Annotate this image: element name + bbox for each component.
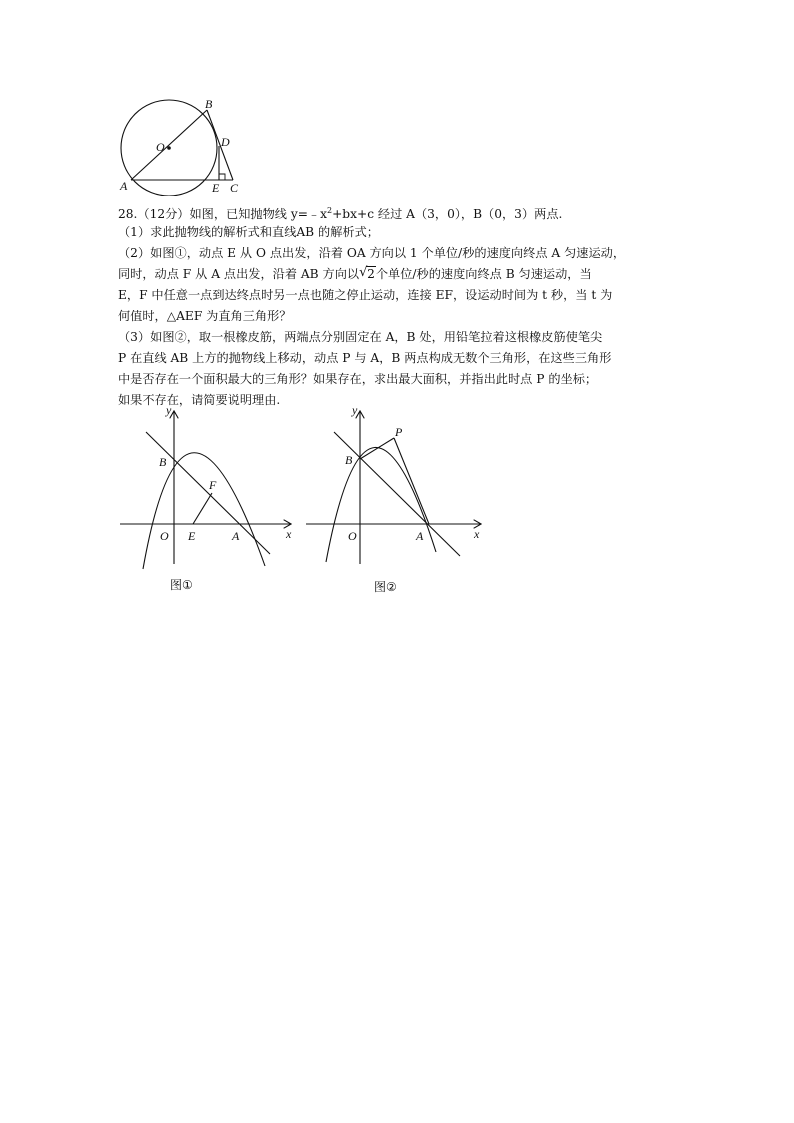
header-suffix: +bx+c 经过 A（3，0），B（0，3）两点. — [332, 207, 563, 222]
fig1-label-E: E — [188, 529, 196, 543]
circle-label-B: B — [205, 97, 213, 111]
part1-text: （1）求此抛物线的解析式和直线AB 的解析式； — [118, 225, 379, 239]
part2-line2-b: 个单位/秒的速度向终点 B 匀速运动，当 — [375, 267, 592, 281]
fig1-caption: 图① — [170, 578, 193, 592]
circle-label-E: E — [212, 181, 220, 195]
figure-1 — [110, 404, 300, 596]
part3-line1: （3）如图②，取一根橡皮筋，两端点分别固定在 A，B 处，用铅笔拉着这根橡皮筋使笔尖 — [118, 330, 603, 344]
sqrt-symbol: √ 2 — [359, 265, 375, 281]
figure-2 — [298, 404, 488, 596]
circle-label-D: D — [221, 135, 230, 149]
part2-line2 — [118, 266, 592, 282]
fig2-caption: 图② — [374, 580, 397, 594]
problem-header — [118, 203, 562, 222]
fig2-label-x: x — [474, 527, 480, 541]
part2-line4: 何值时，△AEF 为直角三角形？ — [118, 309, 292, 323]
sqrt-value: 2 — [367, 267, 375, 281]
circle-label-A: A — [120, 179, 128, 193]
part2-line1: （2）如图①，动点 E 从 O 点出发，沿着 OA 方向以 1 个单位/秒的速度向终点 A 匀速运动， — [118, 246, 626, 260]
fig2-label-O: O — [348, 529, 357, 543]
circle-figure — [110, 96, 250, 196]
fig2-label-P: P — [395, 425, 403, 439]
fig1-label-O: O — [160, 529, 169, 543]
part2-line2-a: 同时，动点 F 从 A 点出发，沿着 AB 方向以 — [118, 267, 360, 281]
part2-line3: E，F 中任意一点到达终点时另一点也随之停止运动，连接 EF，设运动时间为 t 秒，当 t 为 — [118, 288, 613, 302]
fig2-label-B: B — [345, 453, 353, 467]
header-superscript: 2 — [327, 206, 333, 215]
fig1-label-A: A — [232, 529, 240, 543]
circle-label-C: C — [230, 181, 239, 195]
part3-line4: 如果不存在，请简要说明理由. — [118, 393, 281, 407]
circle-label-O: O — [156, 140, 165, 154]
fig1-label-x: x — [286, 527, 292, 541]
fig1-label-B: B — [159, 455, 167, 469]
fig2-label-A: A — [416, 529, 424, 543]
fig2-label-y: y — [352, 404, 358, 417]
header-prefix: 28.（12分）如图，已知抛物线 y=﹣x — [118, 207, 327, 222]
fig1-label-F: F — [209, 478, 217, 492]
part3-line2: P 在直线 AB 上方的抛物线上移动，动点 P 与 A，B 两点构成无数个三角形，在这些三角形 — [118, 351, 612, 365]
fig1-label-y: y — [166, 404, 172, 417]
part3-line3: 中是否存在一个面积最大的三角形？如果存在，求出最大面积，并指出此时点 P 的坐标； — [118, 372, 598, 386]
